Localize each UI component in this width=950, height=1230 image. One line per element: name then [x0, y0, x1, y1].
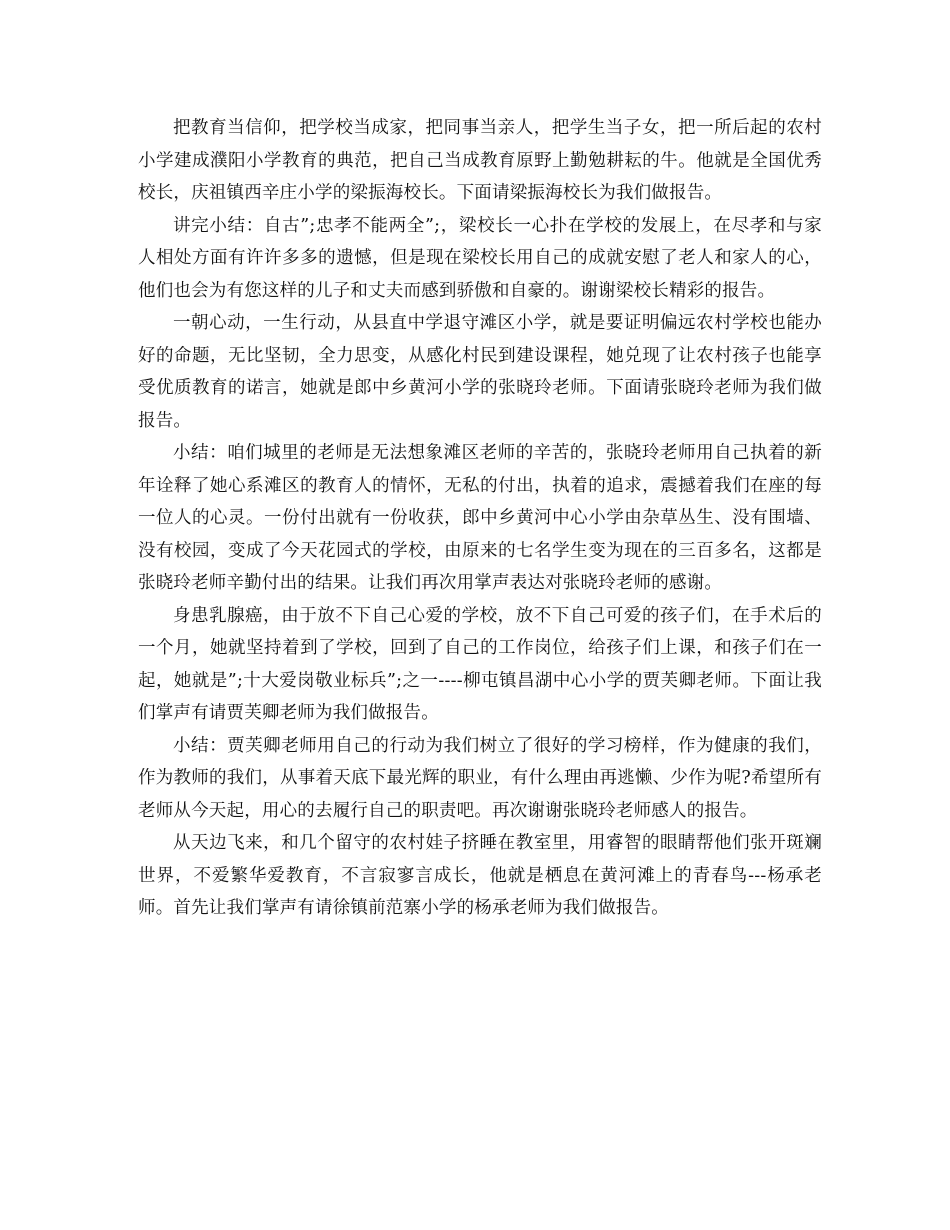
paragraph-summary-liang: 讲完小结：自古”;忠孝不能两全”;，梁校长一心扑在学校的发展上，在尽孝和与家人相处方面有许许多多的遗憾，但是现在梁校长用自己的成就安慰了老人和家人的心，他们也会为有您这样的儿子和丈夫而感到骄傲和自豪的。谢谢梁校长精彩的报告。 — [138, 215, 822, 301]
paragraph-intro-liang: 把教育当信仰，把学校当成家，把同事当亲人，把学生当子女，把一所后起的农村小学建成濮阳小学教育的典范，把自己当成教育原野上勤勉耕耘的牛。他就是全国优秀校长，庆祖镇西辛庄小学的梁振海校长。下面请梁振海校长为我们做报告。 — [138, 118, 822, 203]
paragraph-summary-zhang: 小结：咱们城里的老师是无法想象滩区老师的辛苦的，张晓玲老师用自己执着的新年诠释了她心系滩区的教育人的情怀，无私的付出，执着的追求，震撼着我们在座的每一位人的心灵。一份付出就有一份收获，郎中乡黄河中心小学由杂草丛生、没有围墙、没有校园，变成了今天花园式的学校，由原来的七名学生变为现在的三百多名，这都是张晓玲老师辛勤付出的结果。让我们再次用掌声表达对张晓玲老师的感谢。 — [138, 443, 822, 593]
paragraph-intro-yang: 从天边飞来，和几个留守的农村娃子挤睡在教室里，用睿智的眼睛帮他们张开斑斓世界，不爱繁华爱教育，不言寂寥言成长，他就是栖息在黄河滩上的青春鸟---杨承老师。首先让我们掌声有请徐镇前范寨小学的杨承老师为我们做报告。 — [138, 833, 822, 918]
paragraph-intro-zhang: 一朝心动，一生行动，从县直中学退守滩区小学，就是要证明偏远农村学校也能办好的命题，无比坚韧，全力思变，从感化村民到建设课程，她兑现了让农村孩子也能享受优质教育的诺言，她就是郎中乡黄河小学的张晓玲老师。下面请张晓玲老师为我们做报告。 — [138, 313, 822, 431]
paragraph-summary-jia: 小结：贾芙卿老师用自己的行动为我们树立了很好的学习榜样，作为健康的我们，作为教师的我们，从事着天底下最光辉的职业，有什么理由再逃懒、少作为呢?希望所有老师从今天起，用心的去履行自己的职责吧。再次谢谢张晓玲老师感人的报告。 — [138, 735, 822, 821]
paragraph-intro-jia: 身患乳腺癌，由于放不下自己心爱的学校，放不下自己可爱的孩子们，在手术后的一个月，她就坚持着到了学校，回到了自己的工作岗位，给孩子们上课，和孩子们在一起，她就是”;十大爱岗敬业标兵”;之一----柳屯镇昌湖中心小学的贾芙卿老师。下面让我们掌声有请贾芙卿老师为我们做报告。 — [138, 605, 822, 723]
document-body — [138, 112, 822, 925]
